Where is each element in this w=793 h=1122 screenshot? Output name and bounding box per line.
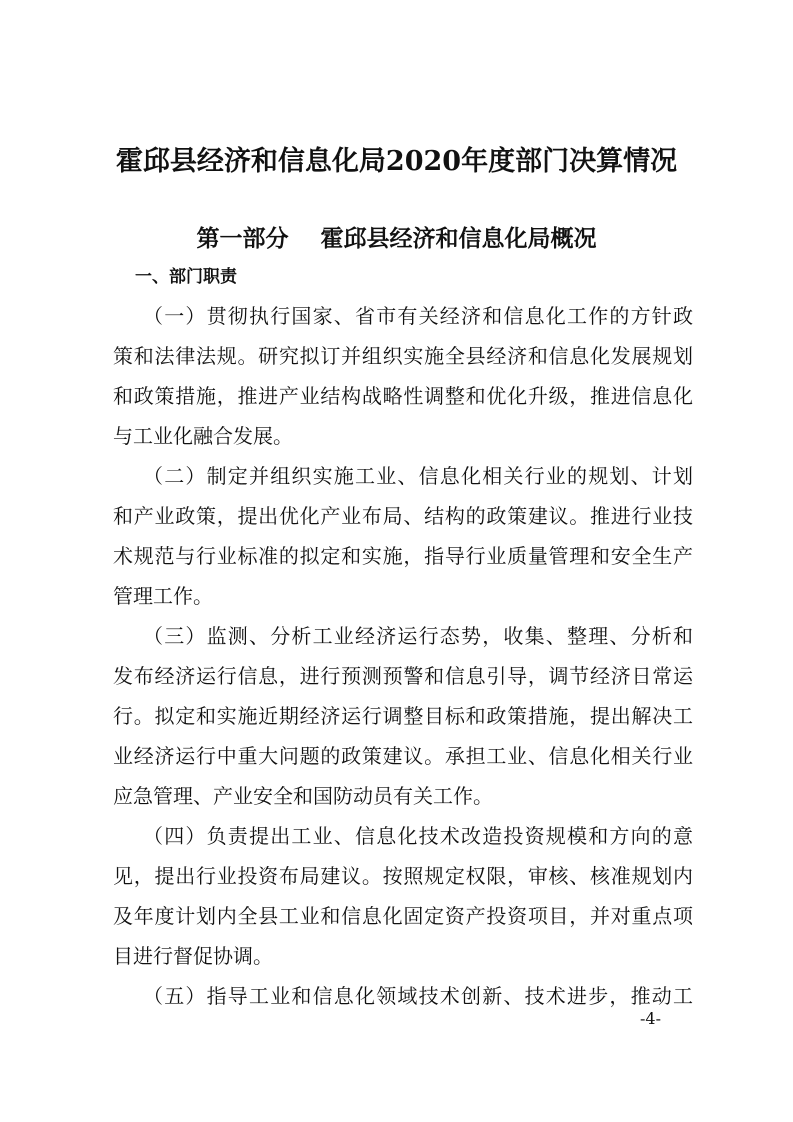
paragraph-line: 管理工作。 xyxy=(113,584,213,608)
body-text xyxy=(113,296,693,1016)
paragraph-line: 和政策措施，推进产业结构战略性调整和优化升级，推进信息化 xyxy=(113,384,693,408)
paragraph-3 xyxy=(113,616,693,816)
paragraph-line: 目进行督促协调。 xyxy=(113,944,273,968)
paragraph-1 xyxy=(113,296,693,456)
paragraph-line: 业经济运行中重大问题的政策建议。承担工业、信息化相关行业 xyxy=(113,744,693,768)
paragraph-line: 和产业政策，提出优化产业布局、结构的政策建议。推进行业技 xyxy=(113,504,693,528)
section-heading: 一、部门职责 xyxy=(135,267,237,287)
paragraph-line: 及年度计划内全县工业和信息化固定资产投资项目，并对重点项 xyxy=(113,904,693,928)
document-title: 霍邱县经济和信息化局2020年度部门决算情况 xyxy=(115,146,678,177)
paragraph-line: （二）制定并组织实施工业、信息化相关行业的规划、计划 xyxy=(143,464,693,488)
part-title: 第一部分 霍邱县经济和信息化局概况 xyxy=(196,226,597,252)
paragraph-line: 发布经济运行信息，进行预测预警和信息引导，调节经济日常运 xyxy=(113,664,693,688)
page-number: -4- xyxy=(640,1009,661,1028)
paragraph-line: 与工业化融合发展。 xyxy=(113,424,293,448)
paragraph-line: 行。拟定和实施近期经济运行调整目标和政策措施，提出解决工 xyxy=(113,704,693,728)
paragraph-4 xyxy=(113,816,693,976)
paragraph-line: 应急管理、产业安全和国防动员有关工作。 xyxy=(113,784,493,808)
paragraph-line: （一）贯彻执行国家、省市有关经济和信息化工作的方针政 xyxy=(143,304,693,328)
paragraph-line: 术规范与行业标准的拟定和实施，指导行业质量管理和安全生产 xyxy=(113,544,693,568)
paragraph-line: 策和法律法规。研究拟订并组织实施全县经济和信息化发展规划 xyxy=(113,344,693,368)
paragraph-line: （五）指导工业和信息化领域技术创新、技术进步，推动工 xyxy=(143,984,693,1008)
paragraph-2 xyxy=(113,456,693,616)
paragraph-line: 见，提出行业投资布局建议。按照规定权限，审核、核准规划内 xyxy=(113,864,693,888)
paragraph-line: （三）监测、分析工业经济运行态势，收集、整理、分析和 xyxy=(143,624,693,648)
paragraph-5 xyxy=(113,976,693,1016)
paragraph-line: （四）负责提出工业、信息化技术改造投资规模和方向的意 xyxy=(143,824,693,848)
